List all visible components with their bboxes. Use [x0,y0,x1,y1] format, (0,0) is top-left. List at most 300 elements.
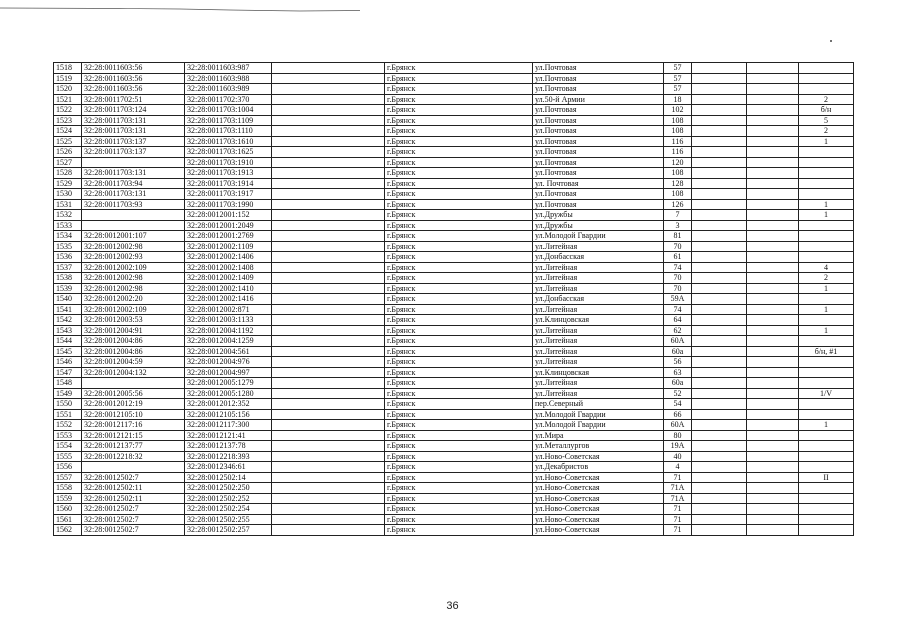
cell-city: г.Брянск [385,388,533,399]
cell-cadastral-number: 32:28:0012346:61 [185,462,272,473]
cell-row-number: 1544 [54,336,82,347]
cell-blank [692,63,747,74]
cell-city: г.Брянск [385,168,533,179]
cell-row-number: 1537 [54,262,82,273]
cell-house: 52 [664,388,692,399]
cell-cadastral-number: 32:28:0011703:1610 [185,136,272,147]
cell-city: г.Брянск [385,147,533,158]
cell-cadastral-number: 32:28:0012117:300 [185,420,272,431]
cell-blank [692,441,747,452]
cell-cadastral-number: 32:28:0012137:78 [185,441,272,452]
cell-cadastral-number: 32:28:0012002:1408 [185,262,272,273]
cell-apartment: 2 [799,94,854,105]
cell-city: г.Брянск [385,409,533,420]
cell-old-cadastral: 32:28:0012001:107 [82,231,185,242]
cell-blank [692,525,747,536]
cell-old-cadastral: 32:28:0012002:109 [82,262,185,273]
cell-blank [747,462,799,473]
cell-blank [272,378,385,389]
cell-row-number: 1518 [54,63,82,74]
cell-blank [272,262,385,273]
cell-old-cadastral: 32:28:0012502:7 [82,525,185,536]
cell-old-cadastral: 32:28:0011703:131 [82,126,185,137]
cell-house: 59А [664,294,692,305]
table-row [54,493,854,504]
cell-blank [272,441,385,452]
cell-blank [692,420,747,431]
cell-cadastral-number: 32:28:0011603:989 [185,84,272,95]
cell-apartment: 5 [799,115,854,126]
cell-apartment [799,367,854,378]
cell-house: 74 [664,262,692,273]
table-row [54,84,854,95]
table-row [54,63,854,74]
cell-blank [747,241,799,252]
cell-blank [692,84,747,95]
cell-city: г.Брянск [385,315,533,326]
cell-apartment: 4 [799,262,854,273]
cell-row-number: 1528 [54,168,82,179]
cell-blank [692,210,747,221]
cell-street: ул.50-й Армии [533,94,664,105]
cell-street: ул.Почтовая [533,63,664,74]
cell-blank [692,378,747,389]
cell-blank [692,73,747,84]
cell-city: г.Брянск [385,94,533,105]
cell-apartment [799,504,854,515]
page-number: 36 [446,600,459,612]
cell-apartment [799,378,854,389]
cell-blank [747,210,799,221]
cell-row-number: 1524 [54,126,82,137]
cell-row-number: 1527 [54,157,82,168]
cell-blank [272,63,385,74]
cell-house: 71 [664,525,692,536]
table-row [54,357,854,368]
cell-city: г.Брянск [385,399,533,410]
cell-blank [747,304,799,315]
cell-old-cadastral: 32:28:0011703:137 [82,147,185,158]
cell-blank [747,325,799,336]
cell-street: ул.Литейная [533,378,664,389]
cell-street: ул.Мира [533,430,664,441]
cell-cadastral-number: 32:28:0012502:252 [185,493,272,504]
cell-blank [272,189,385,200]
cell-row-number: 1520 [54,84,82,95]
cell-city: г.Брянск [385,378,533,389]
cell-city: г.Брянск [385,462,533,473]
cell-row-number: 1546 [54,357,82,368]
cell-row-number: 1559 [54,493,82,504]
cell-apartment: 2 [799,273,854,284]
cell-apartment: 2 [799,126,854,137]
cell-house: 71А [664,483,692,494]
cell-old-cadastral: 32:28:0011703:131 [82,168,185,179]
cell-cadastral-number: 32:28:0012502:255 [185,514,272,525]
cell-blank [747,472,799,483]
cell-row-number: 1540 [54,294,82,305]
table-row [54,451,854,462]
table-row [54,399,854,410]
cell-cadastral-number: 32:28:0012005:1279 [185,378,272,389]
table-row [54,273,854,284]
table-row [54,441,854,452]
cell-blank [692,283,747,294]
cell-apartment [799,336,854,347]
cell-street: ул.Донбасская [533,294,664,305]
table-row [54,189,854,200]
cell-old-cadastral: 32:28:0011703:131 [82,115,185,126]
cell-apartment [799,157,854,168]
cell-row-number: 1538 [54,273,82,284]
cell-house: 71 [664,504,692,515]
cell-old-cadastral: 32:28:0012004:91 [82,325,185,336]
cell-cadastral-number: 32:28:0012502:257 [185,525,272,536]
cell-blank [692,514,747,525]
cell-apartment: 1 [799,199,854,210]
cell-city: г.Брянск [385,357,533,368]
cell-city: г.Брянск [385,283,533,294]
cell-street: ул.Литейная [533,336,664,347]
cell-city: г.Брянск [385,430,533,441]
cell-street: ул.Дружбы [533,210,664,221]
cell-blank [272,210,385,221]
cell-city: г.Брянск [385,136,533,147]
cell-old-cadastral: 32:28:0012002:93 [82,252,185,263]
cell-house: 128 [664,178,692,189]
cell-house: 62 [664,325,692,336]
cell-street: ул.Клинцовская [533,367,664,378]
table-row [54,472,854,483]
cell-blank [692,262,747,273]
cell-row-number: 1554 [54,441,82,452]
cell-blank [747,525,799,536]
cell-apartment [799,399,854,410]
cell-blank [747,483,799,494]
cell-old-cadastral: 32:28:0012004:86 [82,346,185,357]
cell-row-number: 1548 [54,378,82,389]
cell-blank [747,220,799,231]
cell-city: г.Брянск [385,336,533,347]
cell-blank [272,105,385,116]
cell-blank [692,189,747,200]
cell-house: 71 [664,514,692,525]
cell-row-number: 1556 [54,462,82,473]
table-row [54,462,854,473]
cell-cadastral-number: 32:28:0012002:1410 [185,283,272,294]
cell-street: ул.Литейная [533,241,664,252]
table-row [54,367,854,378]
cell-old-cadastral: 32:28:0012218:32 [82,451,185,462]
cell-street: ул.Клинцовская [533,315,664,326]
cell-blank [272,168,385,179]
cell-row-number: 1532 [54,210,82,221]
cell-blank [692,136,747,147]
table-row [54,73,854,84]
cell-row-number: 1521 [54,94,82,105]
cell-blank [747,136,799,147]
cell-house: 56 [664,357,692,368]
cell-house: 18 [664,94,692,105]
cell-blank [747,262,799,273]
cell-blank [272,483,385,494]
cell-blank [692,220,747,231]
registry-table [53,62,854,536]
cell-blank [272,451,385,462]
cell-blank [747,294,799,305]
table-row [54,126,854,137]
cell-blank [272,252,385,263]
cell-blank [747,63,799,74]
cell-row-number: 1525 [54,136,82,147]
table-row [54,231,854,242]
cell-city: г.Брянск [385,325,533,336]
cell-apartment: 1 [799,420,854,431]
cell-blank [692,493,747,504]
cell-blank [272,126,385,137]
cell-blank [272,357,385,368]
table-row [54,283,854,294]
cell-old-cadastral: 32:28:0012004:132 [82,367,185,378]
cell-cadastral-number: 32:28:0012005:1280 [185,388,272,399]
cell-row-number: 1522 [54,105,82,116]
cell-old-cadastral: 32:28:0012105:10 [82,409,185,420]
cell-street: ул.Литейная [533,357,664,368]
table-row [54,210,854,221]
cell-cadastral-number: 32:28:0012004:976 [185,357,272,368]
cell-old-cadastral: 32:28:0012002:20 [82,294,185,305]
cell-street: ул.Литейная [533,388,664,399]
cell-city: г.Брянск [385,189,533,200]
cell-city: г.Брянск [385,241,533,252]
cell-street: ул.Почтовая [533,189,664,200]
cell-street: ул.Ново-Советская [533,483,664,494]
cell-blank [747,231,799,242]
cell-cadastral-number: 32:28:0012002:1416 [185,294,272,305]
cell-blank [747,504,799,515]
table-row [54,409,854,420]
cell-row-number: 1533 [54,220,82,231]
table-row [54,525,854,536]
cell-old-cadastral: 32:28:0011703:94 [82,178,185,189]
table-row [54,304,854,315]
cell-blank [272,220,385,231]
cell-cadastral-number: 32:28:0012218:393 [185,451,272,462]
table-row [54,378,854,389]
cell-apartment: б/н, #1 [799,346,854,357]
cell-blank [692,157,747,168]
cell-old-cadastral: 32:28:0011703:93 [82,199,185,210]
cell-blank [692,94,747,105]
cell-street: ул.Литейная [533,262,664,273]
cell-old-cadastral: 32:28:0011603:56 [82,84,185,95]
cell-row-number: 1560 [54,504,82,515]
cell-blank [747,73,799,84]
cell-apartment [799,220,854,231]
cell-old-cadastral: 32:28:0012502:7 [82,472,185,483]
cell-street: ул.Почтовая [533,147,664,158]
cell-old-cadastral: 32:28:0012002:98 [82,283,185,294]
cell-old-cadastral: 32:28:0011603:56 [82,73,185,84]
cell-old-cadastral: 32:28:0011702:51 [82,94,185,105]
table-row [54,241,854,252]
table-row [54,252,854,263]
cell-apartment [799,241,854,252]
table-row [54,147,854,158]
cell-old-cadastral: 32:28:0011603:56 [82,63,185,74]
cell-street: ул.Почтовая [533,73,664,84]
cell-city: г.Брянск [385,84,533,95]
table-row [54,346,854,357]
cell-house: 80 [664,430,692,441]
cell-row-number: 1526 [54,147,82,158]
cell-city: г.Брянск [385,178,533,189]
cell-blank [692,115,747,126]
table-row [54,388,854,399]
cell-blank [747,493,799,504]
table-row [54,105,854,116]
cell-row-number: 1553 [54,430,82,441]
cell-city: г.Брянск [385,73,533,84]
cell-cadastral-number: 32:28:0011603:987 [185,63,272,74]
cell-cadastral-number: 32:28:0012004:997 [185,367,272,378]
cell-row-number: 1534 [54,231,82,242]
cell-blank [692,147,747,158]
cell-cadastral-number: 32:28:0012001:152 [185,210,272,221]
cell-blank [692,199,747,210]
cell-cadastral-number: 32:28:0012004:1259 [185,336,272,347]
cell-blank [692,241,747,252]
cell-cadastral-number: 32:28:0012002:871 [185,304,272,315]
cell-row-number: 1529 [54,178,82,189]
cell-apartment [799,84,854,95]
cell-blank [747,189,799,200]
cell-apartment [799,525,854,536]
cell-house: 108 [664,189,692,200]
cell-old-cadastral: 32:28:0012502:7 [82,504,185,515]
cell-row-number: 1541 [54,304,82,315]
cell-blank [692,105,747,116]
cell-house: 81 [664,231,692,242]
cell-blank [747,178,799,189]
cell-apartment [799,441,854,452]
cell-blank [747,168,799,179]
cell-blank [692,294,747,305]
cell-old-cadastral: 32:28:0012005:56 [82,388,185,399]
cell-apartment [799,168,854,179]
cell-city: г.Брянск [385,115,533,126]
cell-apartment [799,451,854,462]
cell-house: 116 [664,136,692,147]
cell-cadastral-number: 32:28:0011703:1110 [185,126,272,137]
cell-blank [747,441,799,452]
table-row [54,325,854,336]
cell-blank [692,346,747,357]
cell-blank [692,325,747,336]
cell-old-cadastral: 32:28:0012121:15 [82,430,185,441]
cell-city: г.Брянск [385,420,533,431]
cell-blank [272,336,385,347]
cell-row-number: 1547 [54,367,82,378]
cell-blank [747,315,799,326]
cell-blank [747,346,799,357]
cell-house: 7 [664,210,692,221]
cell-old-cadastral: 32:28:0011703:131 [82,189,185,200]
cell-apartment [799,231,854,242]
cell-blank [747,147,799,158]
cell-house: 3 [664,220,692,231]
cell-street: ул.Ново-Советская [533,525,664,536]
cell-street: ул.Литейная [533,304,664,315]
cell-blank [272,147,385,158]
cell-apartment [799,409,854,420]
cell-house: 54 [664,399,692,410]
cell-city: г.Брянск [385,273,533,284]
cell-street: ул.Литейная [533,346,664,357]
cell-blank [747,420,799,431]
cell-cadastral-number: 32:28:0012001:2049 [185,220,272,231]
registry-body [54,63,854,536]
cell-blank [747,94,799,105]
cell-house: 40 [664,451,692,462]
cell-row-number: 1530 [54,189,82,200]
cell-street: ул.Молодой Гвардии [533,409,664,420]
table-row [54,168,854,179]
cell-row-number: 1551 [54,409,82,420]
cell-old-cadastral: 32:28:0012012:19 [82,399,185,410]
cell-blank [747,430,799,441]
cell-row-number: 1555 [54,451,82,462]
cell-blank [692,504,747,515]
cell-blank [272,315,385,326]
cell-old-cadastral: 32:28:0011703:124 [82,105,185,116]
cell-house: 57 [664,84,692,95]
cell-blank [272,325,385,336]
cell-old-cadastral [82,157,185,168]
cell-city: г.Брянск [385,451,533,462]
cell-blank [692,252,747,263]
cell-house: 66 [664,409,692,420]
cell-blank [692,178,747,189]
cell-blank [272,178,385,189]
cell-blank [747,252,799,263]
cell-blank [692,304,747,315]
cell-apartment: 1 [799,136,854,147]
cell-row-number: 1561 [54,514,82,525]
cell-blank [272,514,385,525]
cell-house: 71 [664,472,692,483]
cell-cadastral-number: 32:28:0012002:1409 [185,273,272,284]
cell-blank [747,336,799,347]
cell-apartment: 1 [799,283,854,294]
cell-city: г.Брянск [385,294,533,305]
cell-apartment: II [799,472,854,483]
cell-cadastral-number: 32:28:0011703:1910 [185,157,272,168]
cell-apartment: 1 [799,325,854,336]
cell-house: 108 [664,168,692,179]
cell-blank [747,378,799,389]
cell-old-cadastral: 32:28:0012002:98 [82,241,185,252]
cell-street: ул.Молодой Гвардии [533,420,664,431]
cell-cadastral-number: 32:28:0011703:1917 [185,189,272,200]
cell-house: 4 [664,462,692,473]
cell-city: г.Брянск [385,514,533,525]
cell-blank [692,336,747,347]
table-row [54,504,854,515]
cell-blank [747,514,799,525]
cell-house: 19А [664,441,692,452]
cell-house: 74 [664,304,692,315]
